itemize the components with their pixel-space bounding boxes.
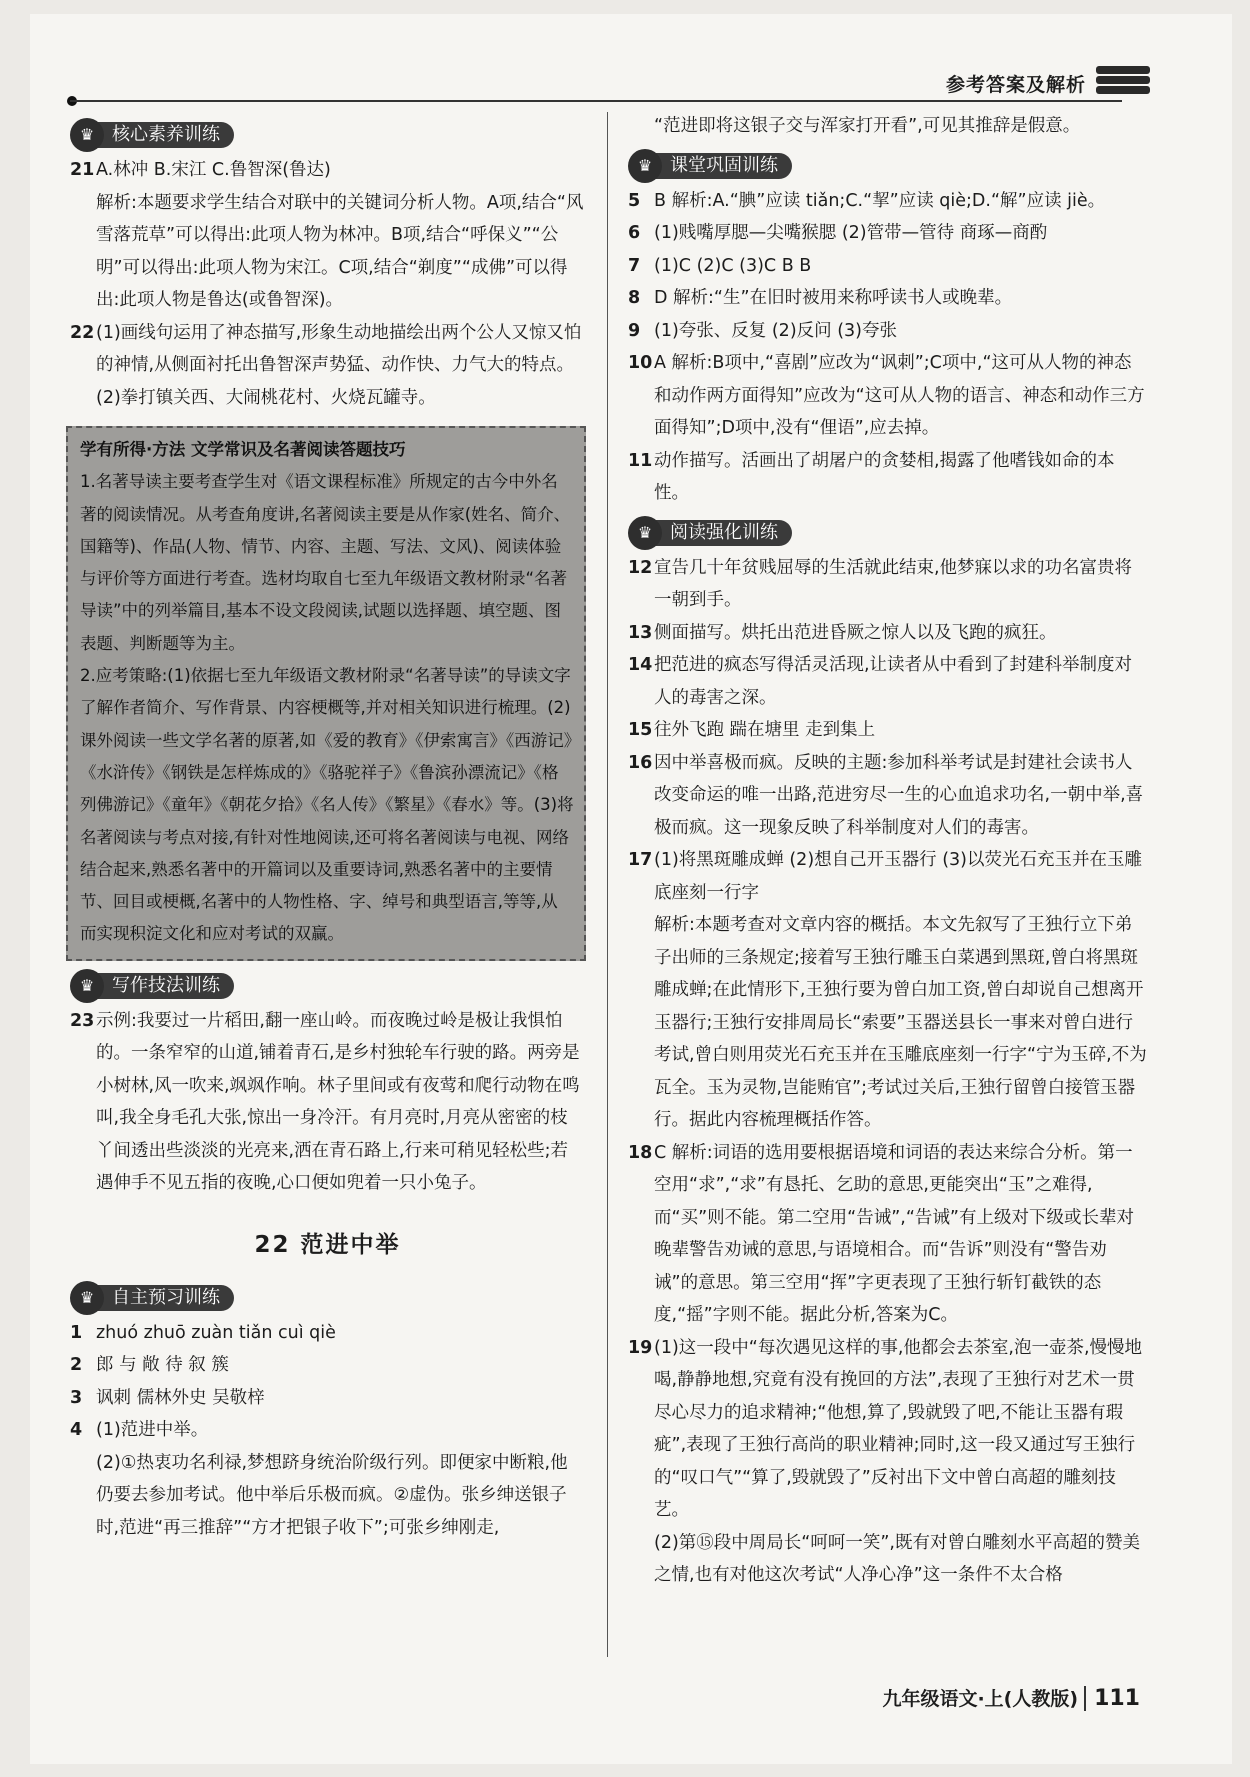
section-heading: 写作技法训练 ♛ bbox=[70, 969, 585, 1001]
explanation: 解析:本题考查对文章内容的概括。本文先叙写了王独行立下弟子出师的三条规定;接着写王独行雕玉白菜遇到黑斑,曾白将黑斑雕成蝉;在此情形下,王独行要为曾白加工资,曾白却说自己想离开玉器行;王独行安排周局长“索要”玉器送县长一事来对曾白进行考试,曾白则用荧光石充玉并在玉雕底座刻一行字“宁为玉碎,不为瓦全。玉为灵物,岂能贿官”;考试过关后,王独行留曾白接管玉器行。据此内容梳理概括作答。 bbox=[654, 915, 1147, 1130]
crown-icon: ♛ bbox=[628, 516, 662, 550]
answer-text: (2)①热衷功名利禄,梦想跻身统治阶级行列。即便家中断粮,他仍要去参加考试。他中举后乐极而疯。②虚伪。张乡绅送银子时,范进“再三推辞”“方才把银子收下”;可张乡绅刚走, bbox=[96, 1452, 568, 1538]
section-heading: 自主预习训练 ♛ bbox=[70, 1281, 585, 1313]
books-icon bbox=[1096, 66, 1150, 100]
crown-icon: ♛ bbox=[70, 118, 104, 152]
answer-6: 6 (1)贱嘴厚腮—尖嘴猴腮 (2)管带—管待 商琢—商酌 bbox=[628, 223, 1048, 243]
answer-3: 3 讽刺 儒林外史 吴敬梓 bbox=[70, 1387, 265, 1408]
answer-16: 16 因中举喜极而疯。反映的主题:参加科举考试是封建社会读书人改变命运的唯一出路,范进穷尽一生的心血追求功名,一朝中举,喜极而疯。这一现象反映了科举制度对人们的毒害。 bbox=[628, 752, 1144, 838]
tips-title: 学有所得·方法 文学常识及名著阅读答题技巧 bbox=[80, 440, 406, 459]
crown-icon: ♛ bbox=[70, 969, 104, 1003]
answer-12: 12 宣告几十年贫贱屈辱的生活就此结束,他梦寐以求的功名富贵将一朝到手。 bbox=[628, 557, 1133, 610]
answer-5: 5 B 解析:A.“腆”应读 tiǎn;C.“挈”应读 qiè;D.“解”应读 jiè。 bbox=[628, 190, 1106, 211]
section-heading: 课堂巩固训练 ♛ bbox=[628, 149, 1148, 181]
answer-9: 9 (1)夸张、反复 (2)反问 (3)夸张 bbox=[628, 320, 897, 341]
answer-19: 19 (1)这一段中“每次遇见这样的事,他都会去茶室,泡一壶茶,慢慢地喝,静静地想,究竟有没有挽回的方法”,表现了王独行对艺术一贯尽心尽力的追求精神;“他想,算了,毁就毁了吧,不能让玉器有瑕疵”,表现了王独行高尚的职业精神;同时,这一段又通过写王独行的“叹口气”“算了,毁就毁了”反衬出下文中曾白高超的雕刻技艺。 bbox=[628, 1337, 1143, 1520]
answer-10: 10 A 解析:B项中,“喜剧”应改为“讽刺”;C项中,“这可从人物的神态和动作两方面得知”应改为“这可从人物的语言、神态和动作三方面得知”;D项中,没有“俚语”,应去掉。 bbox=[628, 353, 1145, 438]
right-column bbox=[628, 110, 1148, 1592]
page-header bbox=[70, 66, 1150, 102]
page-footer bbox=[882, 1684, 1140, 1711]
header-title: 参考答案及解析 bbox=[945, 74, 1086, 96]
tips-para-2: 2.应考策略:(1)依据七至九年级语文教材附录“名著导读”的导读文字了解作者简介、写作背景、内容梗概等,并对相关知识进行梳理。(2)课外阅读一些文学名著的原著,如《爱的教育》《伊索寓言》《西游记》《水浒传》《钢铁是怎样炼成的》《骆驼祥子》《鲁滨孙漂流记》《格列佛游记》《童年》《朝花夕拾》《名人传》《繁星》《春水》等。(3)将名著阅读与考点对接,有针对性地阅读,还可将名著阅读与电视、网络结合起来,熟悉名著中的开篇词以及重要诗词,熟悉名著中的主要情节、回目或梗概,名著中的人物性格、字、绰号和典型语言,等等,从而实现积淀文化和应对考试的双赢。 bbox=[80, 666, 574, 944]
header-rule bbox=[70, 100, 1122, 102]
answer-11: 11 动作描写。活画出了胡屠户的贪婪相,揭露了他嗜钱如命的本性。 bbox=[628, 450, 1115, 503]
column-divider bbox=[607, 112, 608, 1657]
left-column bbox=[70, 118, 585, 1544]
continued-text: “范进即将这银子交与浑家打开看”,可见其推辞是假意。 bbox=[654, 116, 1081, 136]
answer-18: 18 C 解析:词语的选用要根据语境和词语的表达来综合分析。第一空用“求”,“求”有恳托、乞助的意思,更能突出“玉”之难得,而“买”则不能。第二空用“告诫”,“告诫”有上级对下级或长辈对晚辈警告劝诫的意思,与语境相合。而“告诉”则没有“警告劝诫”的意思。第三空用“挥”字更表现了王独行斩钉截铁的态度,“摇”字则不能。据此分析,答案为C。 bbox=[628, 1142, 1134, 1325]
tips-box bbox=[66, 426, 586, 961]
answer-17: 17 (1)将黑斑雕成蝉 (2)想自己开玉器行 (3)以荧光石充玉并在玉雕底座刻一行字 bbox=[628, 850, 1142, 903]
answer-text: (2)拳打镇关西、大闹桃花村、火烧瓦罐寺。 bbox=[96, 387, 436, 408]
question-22: 22 (1)画线句运用了神态描写,形象生动地描绘出两个公人又惊又怕的神情,从侧面衬托出鲁智深声势猛、动作快、力气大的特点。 bbox=[70, 322, 582, 375]
answer-8: 8 D 解析:“生”在旧时被用来称呼读书人或晚辈。 bbox=[628, 288, 1013, 308]
page-number: 111 bbox=[1084, 1686, 1140, 1711]
answer-15: 15 往外飞跑 踹在塘里 走到集上 bbox=[628, 720, 876, 740]
section-heading: 核心素养训练 ♛ bbox=[70, 118, 585, 150]
answer-1: 1 zhuó zhuō zuàn tiǎn cuì qiè bbox=[70, 1322, 336, 1343]
explanation: 解析:本题要求学生结合对联中的关键词分析人物。A项,结合“风雪落荒草”可以得出:此项人物为林冲。B项,结合“呼保义”“公明”可以得出:此项人物为宋江。C项,结合“剃度”“成佛”可以得出:此项人物是鲁达(或鲁智深)。 bbox=[96, 192, 584, 310]
question-23: 23 示例:我要过一片稻田,翻一座山岭。而夜晚过岭是极让我惧怕的。一条窄窄的山道,铺着青石,是乡村独轮车行驶的路。两旁是小树林,风一吹来,飒飒作响。林子里间或有夜莺和爬行动物在鸣叫,我全身毛孔大张,惊出一身冷汗。有月亮时,月亮从密密的枝丫间透出些淡淡的光亮来,洒在青石路上,行来可稍见轻松些;若遇伸手不见五指的夜晚,心口便如兜着一只小兔子。 bbox=[70, 1010, 580, 1194]
crown-icon: ♛ bbox=[628, 149, 662, 183]
chapter-title: 22 范进中举 bbox=[254, 1231, 401, 1258]
answer-7: 7 (1)C (2)C (3)C B B bbox=[628, 255, 812, 276]
answer-2: 2 郎 与 敞 待 叙 簇 bbox=[70, 1355, 229, 1376]
tips-para-1: 1.名著导读主要考查学生对《语文课程标准》所规定的古今中外名著的阅读情况。从考查角度讲,名著阅读主要是从作家(姓名、简介、国籍等)、作品(人物、情节、内容、主题、写法、文风)、阅读体验与评价等方面进行考查。选材均取自七至九年级语文教材附录“名著导读”中的列举篇目,基本不设文段阅读,试题以选择题、填空题、图表题、判断题等为主。 bbox=[80, 472, 571, 653]
question-21: 21 A.林冲 B.宋江 C.鲁智深(鲁达) bbox=[70, 160, 331, 180]
answer-14: 14 把范进的疯态写得活灵活现,让读者从中看到了封建科举制度对人的毒害之深。 bbox=[628, 655, 1133, 708]
crown-icon: ♛ bbox=[70, 1281, 104, 1315]
answer-text: (2)第⑮段中周局长“呵呵一笑”,既有对曾白雕刻水平高超的赞美之情,也有对他这次考试“人净心净”这一条件不太合格 bbox=[654, 1532, 1140, 1585]
section-heading: 阅读强化训练 ♛ bbox=[628, 516, 1148, 548]
answer-13: 13 侧面描写。烘托出范进昏厥之惊人以及飞跑的疯狂。 bbox=[628, 622, 1057, 643]
answer-4: 4 (1)范进中举。 bbox=[70, 1420, 209, 1441]
footer-grade: 九年级语文·上(人教版) bbox=[882, 1688, 1079, 1710]
